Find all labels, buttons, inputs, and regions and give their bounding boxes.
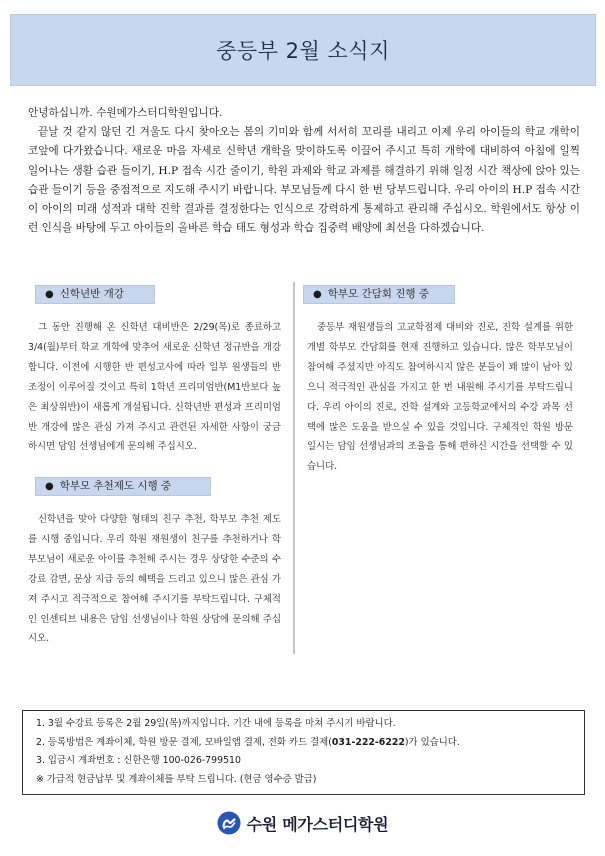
intro-greeting: 안녕하십니까. 수원메가스터디학원입니다. bbox=[28, 107, 223, 119]
section-title-new-class: 신학년반 개강 bbox=[59, 288, 124, 300]
phone-number: 031-222-6222 bbox=[331, 736, 405, 748]
academy-name: 수원 메가스터디학원 bbox=[246, 814, 389, 834]
section-text-new-class: 그 동안 진행해 온 신학년 대비반은 2/29(목)로 종료하고 3/4(월)부터 학교 개학에 맞추어 새로운 신학년 정규반을 개강합니다. 이전에 시행한 반 편성고사에 따라 일부 원생들의 반 조정이 이루어질 것이고 특히 1학년 프리미엄반(M1반보다 높은 최상위반)이 새롭게 개설됩니다. 신학년반 편성과 프리미엄반 개강에 많은 관심 가져 주시고 관련된 자세한 사항이 궁금하시면 담임 선생님에게 문의해 주십시오. bbox=[28, 322, 281, 453]
section-heading-new-class bbox=[35, 285, 155, 304]
notice-line-3: 3. 입금시 계좌번호 : 신한은행 100-026-799510 bbox=[36, 755, 241, 767]
payment-notice-box bbox=[22, 710, 585, 795]
section-body-new-class bbox=[28, 318, 281, 457]
page-title: 중등부 2월 소식지 bbox=[216, 39, 390, 63]
section-text-referral: 신학년을 맞아 다양한 형태의 친구 추천, 학부모 추천 제도를 시행 중입니다. 우리 학원 재원생이 친구를 추천하거나 학부모님이 새로운 아이를 추천해 주시는 경우 상당한 수준의 수강료 감면, 문상 지급 등의 혜택을 드리고 있으니 많은 관심 가져 주시고 적극적으로 참여해 주시기를 부탁드립니다. 구체적인 인센티브 내용은 담임 선생님이나 학원 상담에 문의해 주십시오. bbox=[28, 514, 281, 645]
megastudy-logo-icon bbox=[217, 811, 241, 835]
section-body-referral bbox=[28, 510, 281, 649]
bullet-icon: ● bbox=[45, 289, 54, 300]
newsletter-header bbox=[10, 14, 596, 86]
footer-logo bbox=[0, 808, 605, 838]
section-title-meeting: 학부모 간담회 진행 중 bbox=[327, 288, 430, 300]
section-text-meeting: 중등부 재원생들의 고교학점제 대비와 진로, 진학 설계를 위한 개별 학부모 간담회를 현재 진행하고 있습니다. 많은 학부모님이 참여해 주셨지만 아직도 참여하시지 않은 분들이 꽤 많이 남아 있으니 적극적인 관심을 가지고 한 번 내원해 주시기를 부탁드립니다. 우리 아이의 진로, 진학 설계와 고등학교에서의 수강 과목 선택에 많은 도움을 받으실 수 있을 것입니다. 구체적인 학원 방문 일시는 담임 선생님과의 조율을 통해 편하신 시간을 선택할 수 있습니다. bbox=[307, 322, 573, 473]
section-body-meeting bbox=[307, 318, 573, 477]
notice-line-2: 2. 등록방법은 계좌이체, 학원 방문 결제, 모바일앱 결제, 전화 카드 결제(031-222-6222)가 있습니다. bbox=[36, 736, 460, 748]
section-heading-meeting bbox=[303, 285, 455, 304]
bullet-icon: ● bbox=[45, 481, 54, 492]
column-divider bbox=[293, 282, 295, 654]
intro-body: 끝날 것 같지 않던 긴 겨울도 다시 찾아오는 봄의 기미와 함께 서서히 꼬리를 내리고 이제 우리 아이들의 학교 개학이 코앞에 다가왔습니다. 새로운 마음 자세로 신학년 개학을 맞이하도록 이끌어 주시고 특히 개학에 대비하여 아침에 일찍 일어나는 생활 습관 들이기, H.P 접속 시간 줄이기, 학원 과제와 학교 과제를 해결하기 위해 일정 시간 책상에 앉아 있는 습관 들이기 등을 중점적으로 지도해 주시기 바랍니다. 부모님들께 다시 한 번 당부드립니다. 우리 아이의 H.P 접속 시간이 아이의 미래 성적과 대학 진학 결과를 결정한다는 인식으로 강력하게 통제하고 관리해 주십시오. 학원에서도 항상 이런 인식을 바탕에 두고 아이들의 올바른 학습 태도 형성과 학습 집중력 배양에 최선을 다하겠습니다. bbox=[28, 126, 580, 235]
bullet-icon: ● bbox=[313, 289, 322, 300]
intro-section bbox=[28, 104, 580, 238]
notice-line-1: 1. 3월 수강료 등록은 2월 29일(목)까지입니다. 기간 내에 등록을 마쳐 주시기 바랍니다. bbox=[36, 718, 396, 729]
section-title-referral: 학부모 추천제도 시행 중 bbox=[59, 480, 172, 492]
section-heading-referral bbox=[35, 477, 211, 496]
notice-line-4: ※ 가급적 현금납부 및 계좌이체를 부탁 드립니다. (현금 영수증 발급) bbox=[36, 773, 317, 785]
